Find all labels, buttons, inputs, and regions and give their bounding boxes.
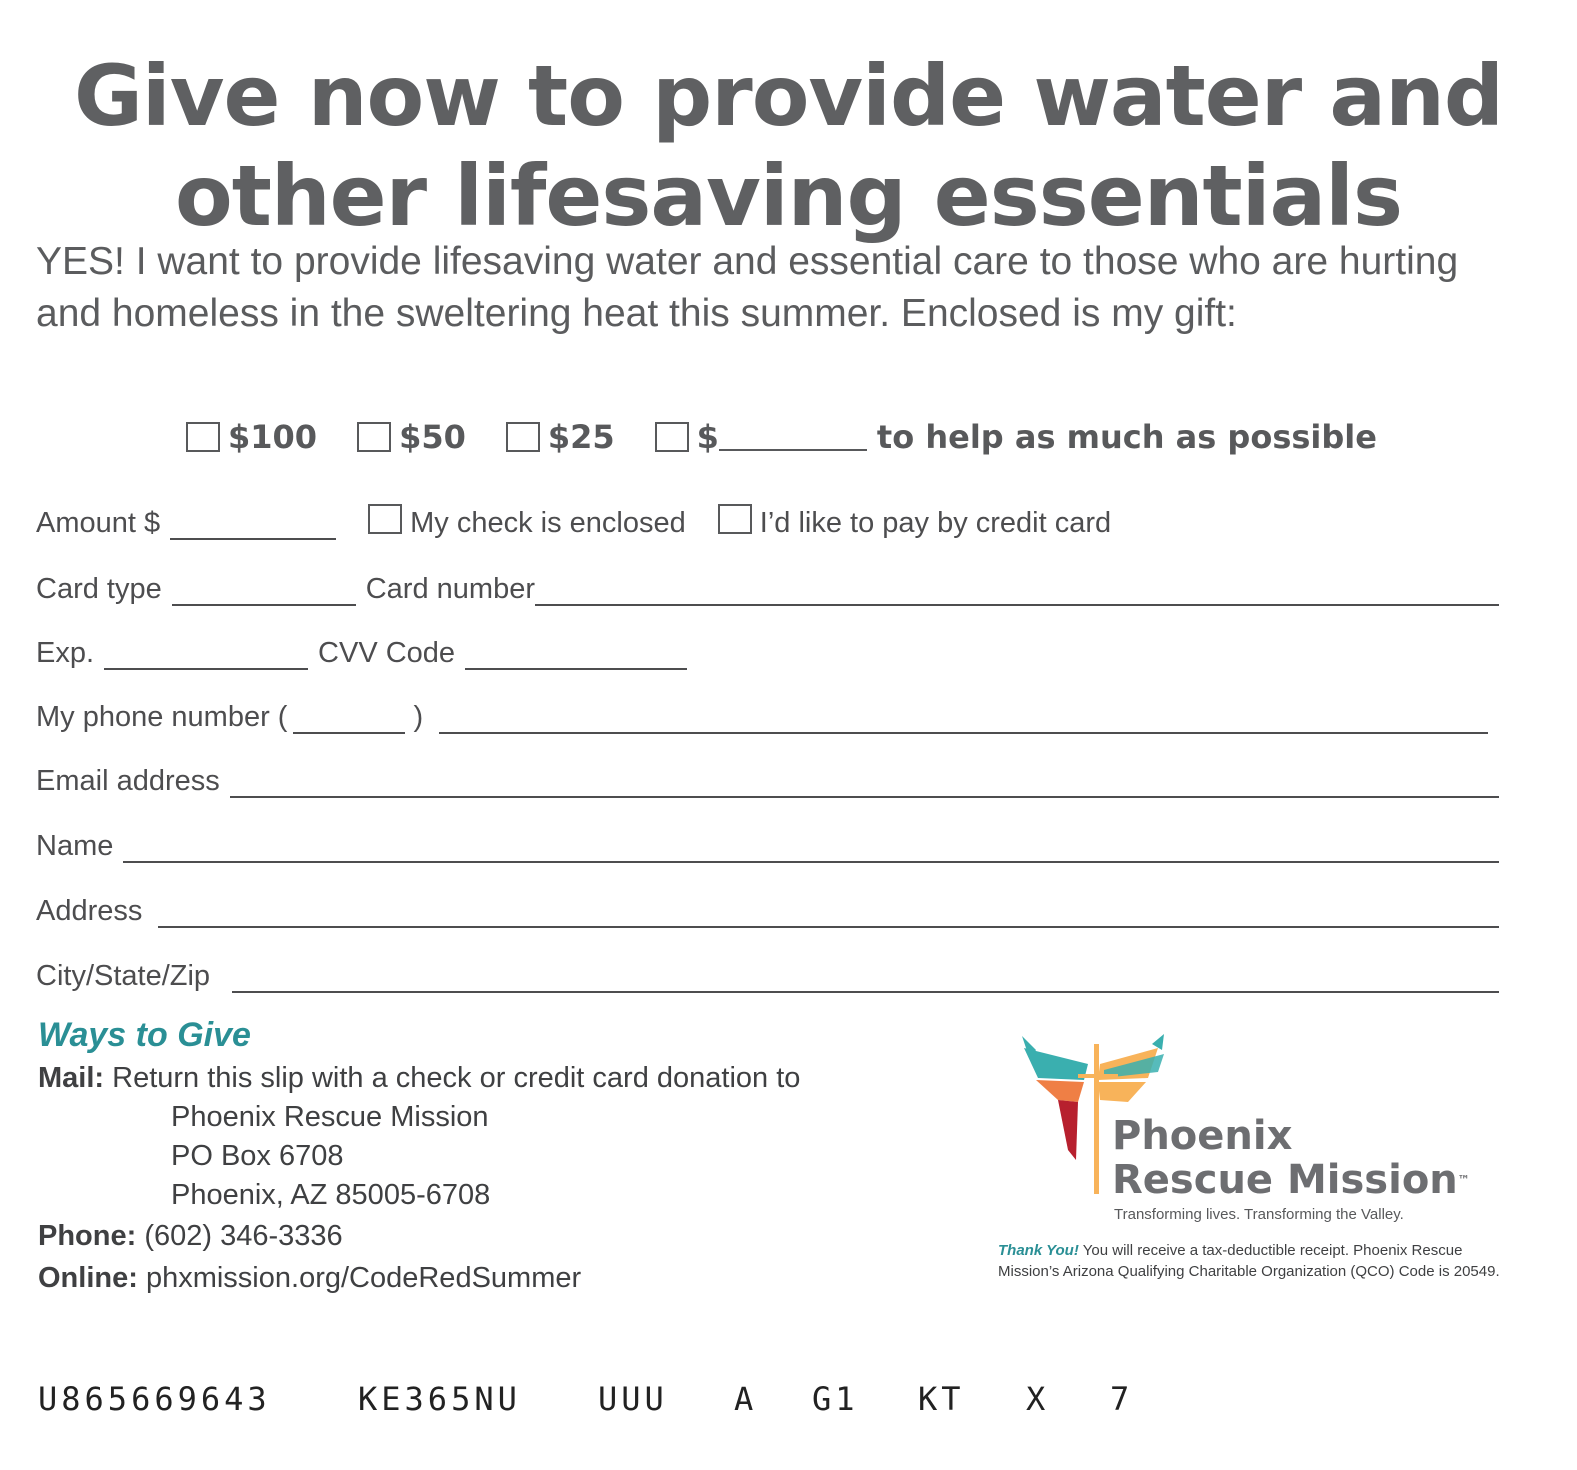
gift-option-25[interactable] <box>506 418 615 456</box>
checkbox-25[interactable] <box>506 422 540 452</box>
phone-row <box>36 694 1488 734</box>
checkbox-other[interactable] <box>655 422 689 452</box>
address-row <box>36 888 1499 928</box>
address-field[interactable] <box>158 904 1499 928</box>
address-label: Address <box>36 895 143 927</box>
city-state-zip-field[interactable] <box>232 969 1499 993</box>
phone-close-paren: ) <box>413 701 424 733</box>
mail-label: Mail: <box>38 1062 105 1094</box>
gift-option-100[interactable] <box>186 418 317 456</box>
exp-row <box>36 630 736 670</box>
mail-line <box>38 1062 800 1095</box>
amount-label: Amount $ <box>36 507 161 539</box>
gift-option-label: $ <box>696 418 719 456</box>
gift-option-50[interactable] <box>357 418 466 456</box>
logo-tagline: Transforming lives. Transforming the Valley. <box>1114 1206 1404 1223</box>
phone-line <box>38 1220 343 1253</box>
payment-row <box>36 500 1236 540</box>
checkbox-100[interactable] <box>186 422 220 452</box>
name-row <box>36 823 1499 863</box>
logo-name-line-1: Phoenix <box>1112 1113 1293 1159</box>
phone-contact-value: (602) 346-3336 <box>144 1220 343 1252</box>
email-field[interactable] <box>230 774 1499 798</box>
logo-name-line-2 <box>1112 1158 1470 1202</box>
credit-card-checkbox[interactable] <box>718 504 752 534</box>
name-field[interactable] <box>123 839 1499 863</box>
gift-option-label: $100 <box>228 418 318 456</box>
cvv-field[interactable] <box>465 646 687 670</box>
gift-option-label: $25 <box>547 418 615 456</box>
card-type-label: Card type <box>36 573 162 605</box>
scan-code: G1 <box>812 1380 859 1418</box>
online-line <box>38 1262 581 1295</box>
scan-code: KT <box>918 1380 965 1418</box>
card-row <box>36 566 1499 606</box>
logo-name-text: Rescue Mission <box>1112 1157 1458 1203</box>
email-row <box>36 758 1499 798</box>
exp-field[interactable] <box>104 646 308 670</box>
gift-option-other[interactable] <box>655 418 1377 456</box>
check-enclosed-label: My check is enclosed <box>410 507 686 539</box>
gift-amount-options <box>186 412 1377 462</box>
scan-code: UUU <box>598 1380 668 1418</box>
gift-option-label: $50 <box>399 418 466 456</box>
other-amount-field[interactable] <box>719 423 867 451</box>
address-line-3: Phoenix, AZ 85005-6708 <box>171 1179 491 1211</box>
amount-field[interactable] <box>170 516 336 540</box>
phone-label: My phone number ( <box>36 701 288 733</box>
thank-you-note <box>998 1240 1518 1282</box>
scan-code: U865669643 <box>38 1380 271 1418</box>
exp-label: Exp. <box>36 637 95 669</box>
check-enclosed-checkbox[interactable] <box>368 504 402 534</box>
intro-text: YES! I want to provide lifesaving water and essential care to those who are hurting and homeless in the sweltering heat this summer. Enclosed is my gift: <box>36 240 1459 335</box>
trademark-mark: ™ <box>1457 1173 1470 1187</box>
card-number-label: Card number <box>365 573 535 605</box>
headline-line-1: Give now to provide water and <box>73 47 1504 145</box>
online-url[interactable]: phxmission.org/CodeRedSummer <box>145 1262 582 1294</box>
email-label: Email address <box>36 765 220 797</box>
thank-you-lead: Thank You! <box>998 1242 1079 1259</box>
phone-field[interactable] <box>439 710 1488 734</box>
mail-text: Return this slip with a check or credit card donation to <box>112 1062 801 1094</box>
phone-contact-label: Phone: <box>38 1220 137 1252</box>
address-line-1: Phoenix Rescue Mission <box>171 1101 489 1133</box>
city-state-zip-label: City/State/Zip <box>36 960 211 992</box>
scan-code: KE365NU <box>358 1380 521 1418</box>
card-type-field[interactable] <box>172 582 356 606</box>
scan-code: X <box>1026 1380 1050 1418</box>
credit-card-label: I’d like to pay by credit card <box>759 507 1112 539</box>
area-code-field[interactable] <box>293 710 405 734</box>
card-number-field[interactable] <box>535 582 1499 606</box>
name-label: Name <box>36 830 114 862</box>
scan-code: A <box>734 1380 758 1418</box>
scan-code: 7 <box>1110 1380 1134 1418</box>
checkbox-50[interactable] <box>357 422 391 452</box>
online-label: Online: <box>38 1262 138 1294</box>
ways-to-give-title: Ways to Give <box>38 1016 251 1054</box>
thank-you-text: You will receive a tax-deductible receipt. Phoenix Rescue Mission’s Arizona Qualifying Charitable Organization (QCO) Code is 20549. <box>998 1242 1500 1280</box>
headline-line-2: other lifesaving essentials <box>175 147 1402 245</box>
city-state-zip-row <box>36 953 1499 993</box>
gift-suffix: to help as much as possible <box>876 418 1377 456</box>
address-line-2: PO Box 6708 <box>171 1140 344 1172</box>
cvv-label: CVV Code <box>318 637 456 669</box>
